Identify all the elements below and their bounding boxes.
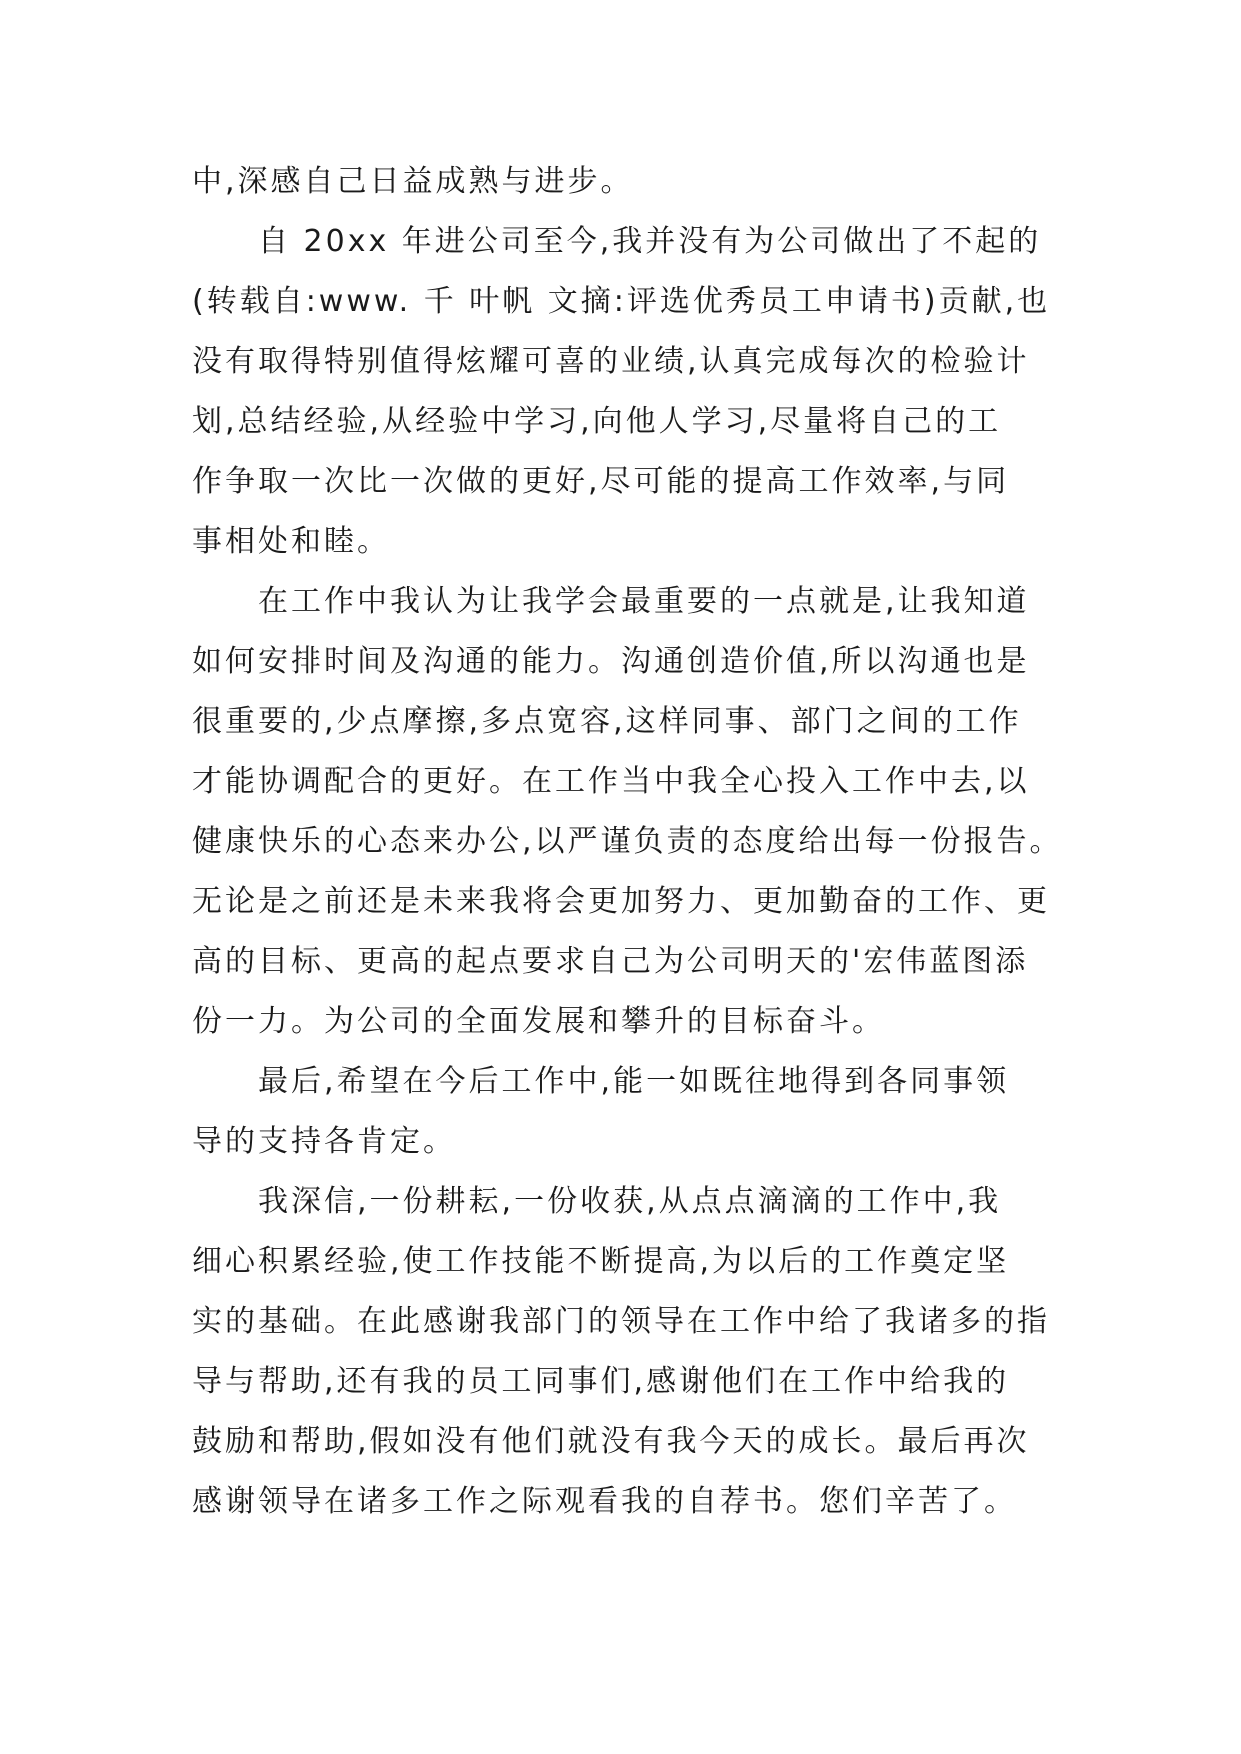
text-line: 无论是之前还是未来我将会更加努力、更加勤奋的工作、更 [192, 884, 1050, 919]
paragraph-start-line: 在工作中我认为让我学会最重要的一点就是,让我知道 [258, 584, 1030, 619]
text-line: 划,总结经验,从经验中学习,向他人学习,尽量将自己的工 [192, 404, 1002, 439]
text-line: 健康快乐的心态来办公,以严谨负责的态度给出每一份报告。 [192, 824, 1063, 859]
text-line: 高的目标、更高的起点要求自己为公司明天的'宏伟蓝图添 [192, 944, 1029, 979]
text-line: 感谢领导在诸多工作之际观看我的自荐书。您们辛苦了。 [192, 1484, 1017, 1519]
text-line: 导与帮助,还有我的员工同事们,感谢他们在工作中给我的 [192, 1364, 1010, 1399]
document-body [192, 152, 1063, 1532]
paragraph-start-line: 我深信,一份耕耘,一份收获,从点点滴滴的工作中,我 [258, 1184, 1002, 1219]
text-line: 导的支持各肯定。 [192, 1124, 456, 1159]
text-line: 份一力。为公司的全面发展和攀升的目标奋斗。 [192, 1004, 885, 1039]
text-line: 事相处和睦。 [192, 524, 390, 559]
text-line: 鼓励和帮助,假如没有他们就没有我今天的成长。最后再次 [192, 1424, 1030, 1459]
text-line: (转载自:www. 千 叶帆 文摘:评选优秀员工申请书)贡献,也 [192, 284, 1051, 319]
text-line: 如何安排时间及沟通的能力。沟通创造价值,所以沟通也是 [192, 644, 1030, 679]
text-line: 作争取一次比一次做的更好,尽可能的提高工作效率,与同 [192, 464, 1010, 499]
text-line: 没有取得特别值得炫耀可喜的业绩,认真完成每次的检验计 [192, 344, 1030, 379]
paragraph-start-line: 自 20xx 年进公司至今,我并没有为公司做出了不起的 [258, 224, 1042, 259]
text-line: 才能协调配合的更好。在工作当中我全心投入工作中去,以 [192, 764, 1030, 799]
paragraph-start-line: 最后,希望在今后工作中,能一如既往地得到各同事领 [258, 1064, 1010, 1099]
text-line: 细心积累经验,使工作技能不断提高,为以后的工作奠定坚 [192, 1244, 1010, 1279]
text-line: 中,深感自己日益成熟与进步。 [192, 164, 634, 199]
text-line: 实的基础。在此感谢我部门的领导在工作中给了我诸多的指 [192, 1304, 1050, 1339]
text-line: 很重要的,少点摩擦,多点宽容,这样同事、部门之间的工作 [192, 704, 1022, 739]
